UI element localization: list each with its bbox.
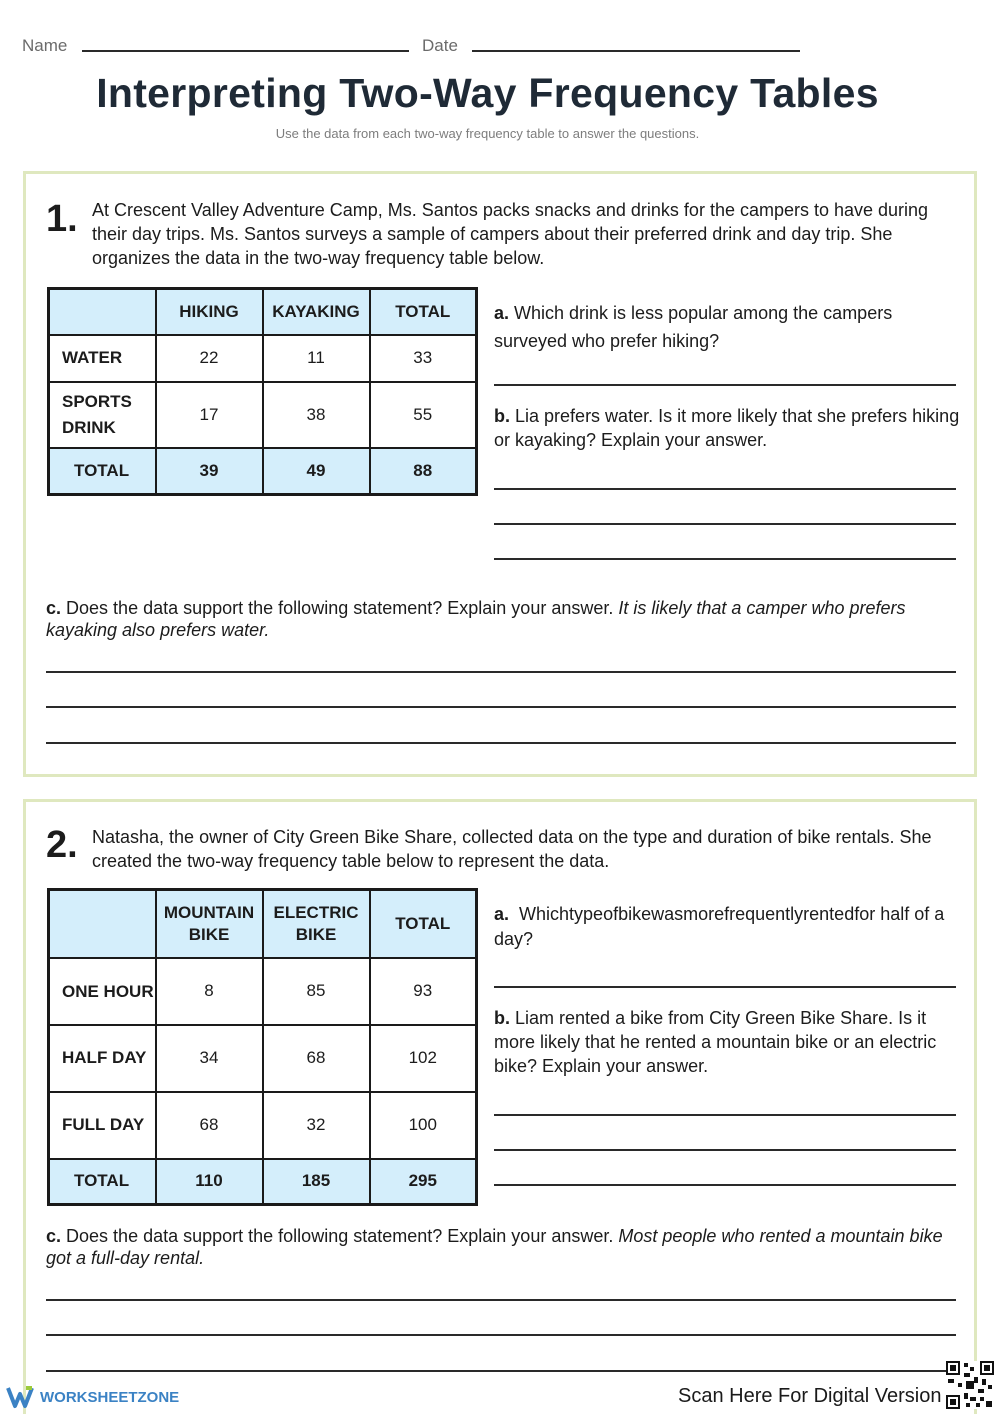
table-cell: 93	[370, 958, 477, 1025]
question-letter: a.	[494, 303, 510, 323]
total-row-header: TOTAL	[49, 448, 156, 495]
question-2b	[494, 1006, 964, 1078]
problem-2-number: 2.	[46, 824, 78, 866]
table-cell: 102	[370, 1025, 477, 1092]
column-header: TOTAL	[370, 289, 477, 335]
question-text: Lia prefers water. Is it more likely that she prefers hiking or kayaking? Explain your answer.	[494, 406, 960, 450]
column-header: KAYAKING	[263, 289, 370, 335]
table-total-row	[49, 1159, 477, 1205]
table-corner	[49, 289, 156, 335]
question-2c	[46, 1225, 962, 1269]
total-cell: 88	[370, 448, 477, 495]
worksheetzone-logo-icon	[6, 1384, 206, 1410]
total-cell: 110	[156, 1159, 263, 1205]
table-cell: 68	[263, 1025, 370, 1092]
question-letter: c.	[46, 598, 62, 618]
answer-line[interactable]	[46, 742, 956, 744]
total-cell: 185	[263, 1159, 370, 1205]
date-line[interactable]	[472, 50, 800, 52]
question-text: Which drink is less popular among the campers surveyed who prefer hiking?	[494, 303, 893, 351]
table-row	[49, 382, 477, 448]
answer-line[interactable]	[494, 523, 956, 525]
worksheetzone-logo	[6, 1384, 206, 1410]
problem-1-intro: At Crescent Valley Adventure Camp, Ms. Santos packs snacks and drinks for the campers to have during their day trips. Ms. Santos surveys a sample of campers about their preferred drink and day trip. She organizes the data in the two-way frequency table below.	[92, 200, 929, 268]
total-cell: 49	[263, 448, 370, 495]
total-row-header: TOTAL	[49, 1159, 156, 1205]
table-total-row	[49, 448, 477, 495]
question-1b	[494, 404, 964, 452]
scan-text: Scan Here For Digital Version	[678, 1385, 942, 1407]
table-cell: 17	[156, 382, 263, 448]
answer-line[interactable]	[494, 488, 956, 490]
column-header: HIKING	[156, 289, 263, 335]
problem-2-intro: Natasha, the owner of City Green Bike Share, collected data on the type and duration of bike rentals. She created the two-way frequency table below to represent the data.	[92, 827, 932, 871]
table-cell: 11	[263, 335, 370, 382]
answer-line[interactable]	[494, 384, 956, 386]
column-header: TOTAL	[370, 890, 477, 958]
question-statement: Most people who rented a mountain bike got a full-day rental.	[46, 1226, 943, 1268]
page-title: Interpreting Two-Way Frequency Tables	[96, 70, 879, 116]
question-letter: b.	[494, 406, 510, 426]
logo-text: WORKSHEETZONE	[40, 1389, 180, 1406]
answer-line[interactable]	[46, 1334, 956, 1336]
table-cell: 8	[156, 958, 263, 1025]
table-cell: 100	[370, 1092, 477, 1159]
answer-line[interactable]	[494, 1114, 956, 1116]
table-cell: 68	[156, 1092, 263, 1159]
problem-2-section	[23, 799, 977, 1414]
problem-2-table	[47, 888, 478, 1206]
table-cell: 22	[156, 335, 263, 382]
table-cell: 34	[156, 1025, 263, 1092]
answer-line[interactable]	[494, 558, 956, 560]
table-cell: 33	[370, 335, 477, 382]
table-cell: 85	[263, 958, 370, 1025]
problem-1-number: 1.	[46, 198, 78, 240]
row-header: WATER	[49, 335, 156, 382]
table-cell: 38	[263, 382, 370, 448]
table-row	[49, 958, 477, 1025]
page-subtitle: Use the data from each two-way frequency table to answer the questions.	[275, 126, 700, 141]
question-text: Whichtypeofbikewasmorefrequentlyrentedfor half of a day?	[494, 904, 945, 949]
problem-1-section	[23, 171, 977, 777]
question-letter: b.	[494, 1008, 510, 1028]
total-cell: 295	[370, 1159, 477, 1205]
table-cell: 55	[370, 382, 477, 448]
row-header: HALF DAY	[49, 1025, 156, 1092]
question-letter: a.	[494, 904, 510, 924]
answer-line[interactable]	[46, 1370, 956, 1372]
column-header: MOUNTAIN BIKE	[156, 890, 263, 958]
answer-line[interactable]	[46, 706, 956, 708]
table-cell: 32	[263, 1092, 370, 1159]
question-1a	[494, 299, 964, 355]
qr-code-icon[interactable]	[946, 1361, 994, 1409]
question-1c	[46, 597, 962, 641]
answer-line[interactable]	[46, 671, 956, 673]
table-row	[49, 1025, 477, 1092]
name-date-row	[22, 34, 822, 56]
column-header: ELECTRIC BIKE	[263, 890, 370, 958]
table-row	[49, 1092, 477, 1159]
answer-line[interactable]	[494, 1149, 956, 1151]
name-line[interactable]	[82, 50, 409, 52]
question-letter: c.	[46, 1226, 62, 1246]
table-corner	[49, 890, 156, 958]
answer-line[interactable]	[494, 1184, 956, 1186]
question-2a	[494, 902, 964, 952]
question-text: Does the data support the following statement? Explain your answer.	[66, 598, 614, 618]
question-statement: It is likely that a camper who prefers kayaking also prefers water.	[46, 598, 906, 640]
question-text: Liam rented a bike from City Green Bike Share. Is it more likely that he rented a mountain bike or an electric bike? Explain your answer.	[494, 1008, 937, 1076]
date-label: Date	[422, 36, 458, 55]
answer-line[interactable]	[494, 986, 956, 988]
total-cell: 39	[156, 448, 263, 495]
name-label: Name	[22, 36, 68, 55]
answer-line[interactable]	[46, 1299, 956, 1301]
row-header: ONE HOUR	[49, 958, 156, 1025]
table-row	[49, 335, 477, 382]
problem-1-table	[47, 287, 478, 496]
question-text: Does the data support the following statement? Explain your answer.	[66, 1226, 614, 1246]
row-header: FULL DAY	[49, 1092, 156, 1159]
row-header: SPORTS DRINK	[49, 382, 156, 448]
